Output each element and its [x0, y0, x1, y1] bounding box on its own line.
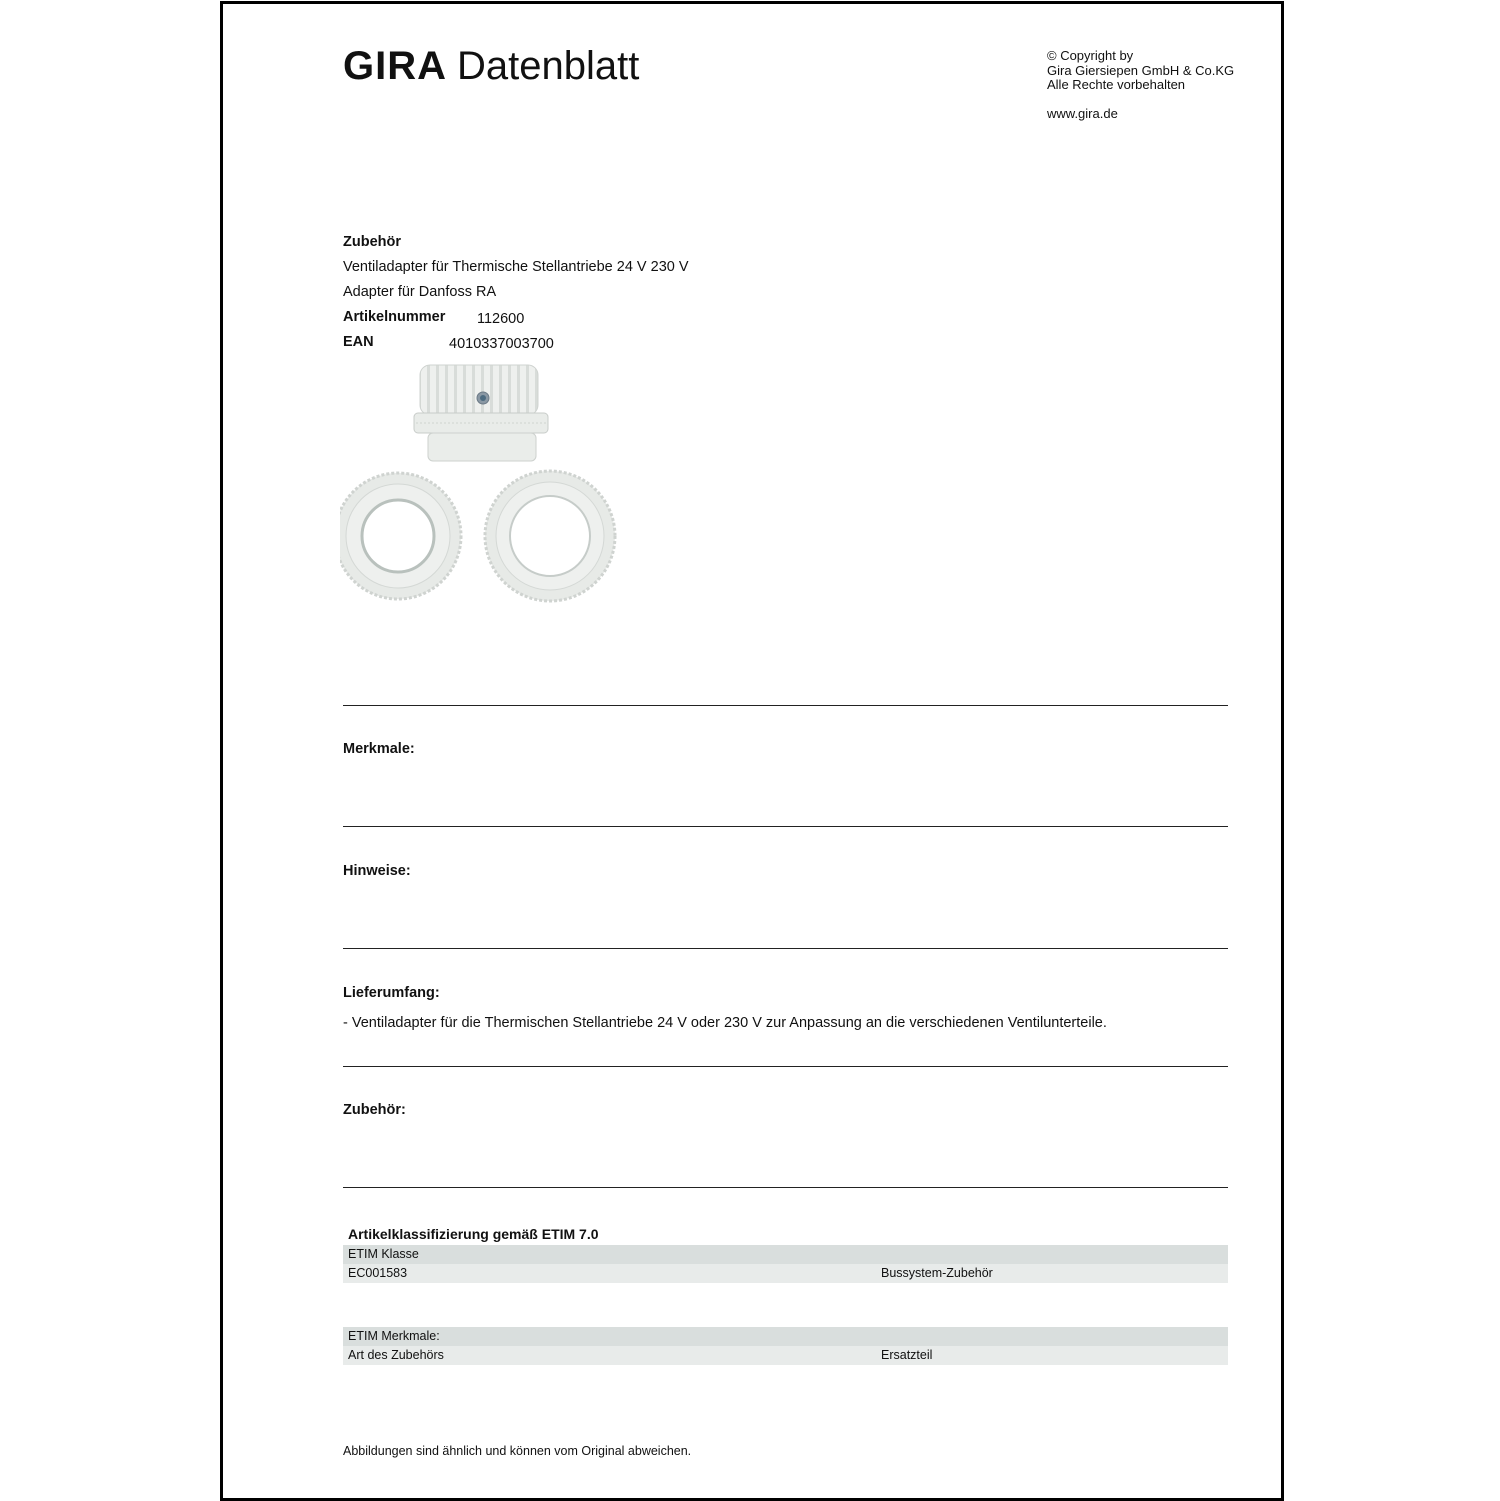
article-number-label: Artikelnummer [343, 309, 446, 325]
etim-feature-name: Art des Zubehörs [348, 1348, 444, 1362]
section-lieferumfang-text: - Ventiladapter für die Thermischen Stellantriebe 24 V oder 230 V zur Anpassung an die verschiedenen Ventilunterteile. [343, 1015, 1107, 1031]
valve-adapter-illustration [340, 360, 635, 610]
product-image [340, 360, 635, 610]
product-description-2: Adapter für Danfoss RA [343, 284, 497, 300]
divider [343, 1187, 1228, 1188]
etim-feature-row [343, 1346, 1228, 1365]
etim-class-header-row [343, 1245, 1228, 1264]
section-zubehoer-title: Zubehör: [343, 1102, 406, 1118]
divider [343, 948, 1228, 949]
etim-class-row [343, 1264, 1228, 1283]
copyright-line: Gira Giersiepen GmbH & Co.KG [1047, 62, 1235, 78]
divider [343, 826, 1228, 827]
website-link[interactable]: www.gira.de [1047, 106, 1118, 121]
etim-title: Artikelklassifizierung gemäß ETIM 7.0 [348, 1226, 599, 1242]
copyright-line: Alle Rechte vorbehalten [1047, 77, 1186, 92]
etim-feature-value: Ersatzteil [881, 1348, 933, 1362]
etim-class-value: Bussystem-Zubehör [881, 1266, 993, 1280]
etim-features-header-row [343, 1327, 1228, 1346]
divider [343, 705, 1228, 706]
footer-disclaimer: Abbildungen sind ähnlich und können vom Original abweichen. [343, 1444, 692, 1458]
divider [343, 1066, 1228, 1067]
section-lieferumfang-title: Lieferumfang: [343, 985, 440, 1001]
etim-features-header: ETIM Merkmale: [348, 1329, 440, 1343]
ean-label: EAN [343, 334, 374, 350]
brand-name: GIRA [343, 44, 447, 88]
product-category: Zubehör [343, 234, 401, 250]
copyright-block [1047, 49, 1234, 93]
etim-class-code: EC001583 [348, 1266, 408, 1280]
section-hinweise-title: Hinweise: [343, 863, 411, 879]
etim-class-header: ETIM Klasse [348, 1247, 419, 1261]
article-number-value: 112600 [477, 311, 525, 327]
ean-value: 4010337003700 [449, 336, 554, 352]
product-description-1: Ventiladapter für Thermische Stellantriebe 24 V 230 V [343, 259, 689, 275]
document-title: Datenblatt [457, 44, 640, 88]
section-merkmale-title: Merkmale: [343, 741, 415, 757]
gira-datenblatt-logo [343, 44, 639, 88]
copyright-line: © Copyright by [1047, 48, 1134, 63]
